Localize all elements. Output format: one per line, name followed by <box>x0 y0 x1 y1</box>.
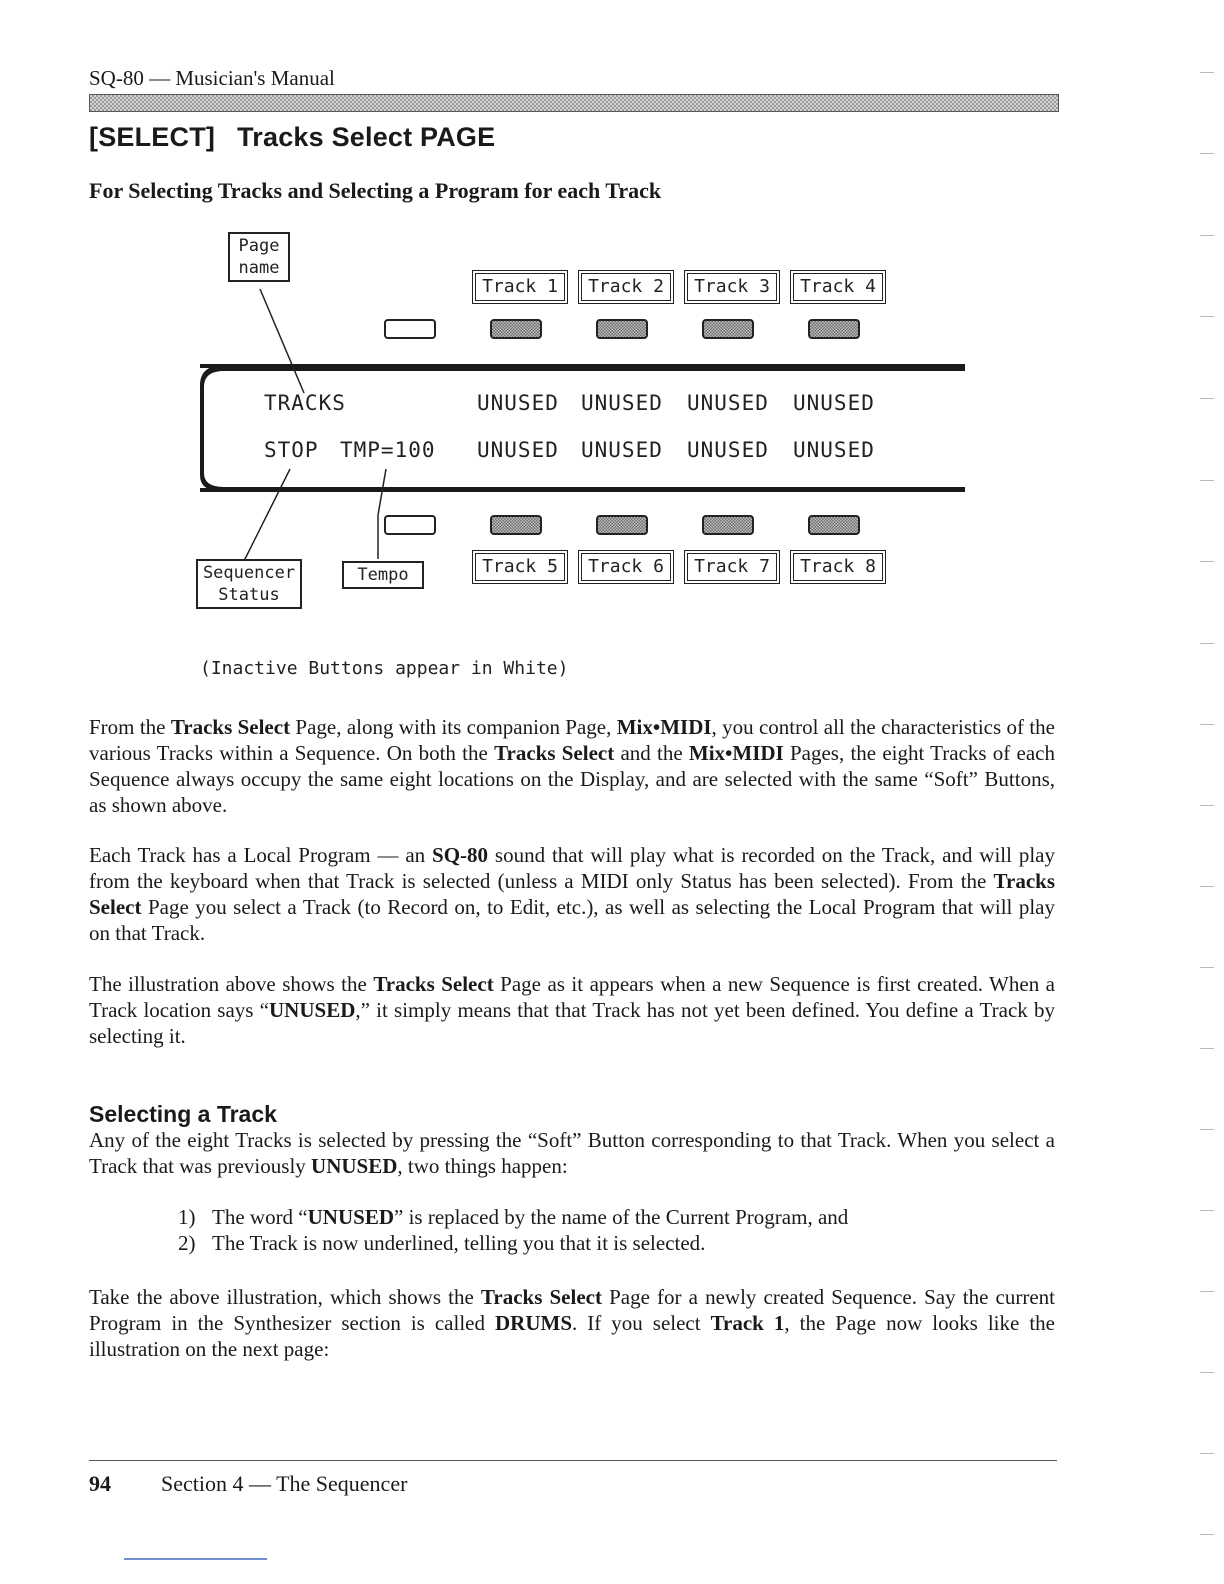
header-dither-bar <box>89 94 1059 112</box>
p4-text-1: Any of the eight Tracks is selected by pressing the “Soft” Button corresponding to that Track. When you select a Track that was previously <box>89 1128 1055 1178</box>
running-head: SQ-80 — Musician's Manual <box>89 66 335 90</box>
sequencer-status-line1: Sequencer <box>202 563 296 583</box>
p1-bold-3: Tracks Select <box>494 741 615 765</box>
page-name-line1: Page <box>238 236 280 256</box>
page-name-leader <box>260 289 304 393</box>
p1-text-1: From the <box>89 715 171 739</box>
list-bold: UNUSED <box>307 1205 394 1229</box>
list-text: The Track is now underlined, telling you that it is selected. <box>212 1231 706 1255</box>
soft-button-track-1[interactable] <box>490 319 542 339</box>
display-bottom-edge <box>200 488 965 492</box>
list-text: ” is replaced by the name of the Current Program, and <box>394 1205 849 1229</box>
page-key: [SELECT] <box>89 122 216 152</box>
scan-edge-mark <box>1200 1534 1214 1535</box>
sequencer-status-line2: Status <box>218 585 280 605</box>
list-number: 2) <box>178 1231 196 1255</box>
display-track-6: UNUSED <box>581 438 663 462</box>
paragraph-2 <box>89 842 1055 946</box>
paragraph-1 <box>89 714 1055 818</box>
scan-edge-mark <box>1200 398 1214 399</box>
p3-bold-1: Tracks Select <box>373 972 494 996</box>
p1-bold-1: Tracks Select <box>170 715 291 739</box>
p2-text-1: Each Track has a Local Program — an <box>89 843 433 867</box>
p2-bold-1: SQ-80 <box>432 843 489 867</box>
p3-text-3: ,” it simply means that that Track has not yet been defined. You define a Track by selecting it. <box>89 998 1055 1048</box>
display-track-1: UNUSED <box>477 391 559 415</box>
paragraph-4 <box>89 1127 1055 1179</box>
display-page-name: TRACKS <box>264 391 346 415</box>
p1-text-3: , you control all the characteristics of the various Tracks within a Sequence. On both the <box>89 715 1055 765</box>
scan-edge-mark <box>1200 561 1214 562</box>
page-title <box>89 122 495 153</box>
scan-edge-mark <box>1200 967 1214 968</box>
page-title-text: Tracks Select PAGE <box>237 122 496 152</box>
display-track-2: UNUSED <box>581 391 663 415</box>
track-6-label: Track 6 <box>581 553 671 581</box>
scan-edge-mark <box>1200 886 1214 887</box>
list-item <box>178 1231 705 1256</box>
scan-edge-mark <box>1200 1453 1214 1454</box>
page-number: 94 <box>89 1471 111 1496</box>
p5-bold-3: Track 1 <box>710 1311 785 1335</box>
list-item <box>178 1205 848 1230</box>
p5-text-1: Take the above illustration, which shows the <box>89 1285 481 1309</box>
scan-edge-mark <box>1200 1210 1214 1211</box>
scan-edge-mark <box>1200 1372 1214 1373</box>
display-track-7: UNUSED <box>687 438 769 462</box>
track-8-label: Track 8 <box>793 553 883 581</box>
p1-text-4: and the <box>614 741 689 765</box>
sequencer-status-label <box>196 559 302 609</box>
p3-text-1: The illustration above shows the <box>89 972 374 996</box>
scan-edge-mark <box>1200 235 1214 236</box>
soft-button-track-2[interactable] <box>596 319 648 339</box>
display-track-4: UNUSED <box>793 391 875 415</box>
p2-text-2: sound that will play what is recorded on the Track, and will play from the keyboard when that Track is selected (unless a MIDI only Status has been selected). From the <box>89 843 1055 893</box>
paragraph-5 <box>89 1284 1055 1362</box>
scan-edge-mark <box>1200 1129 1214 1130</box>
soft-button-track-4[interactable] <box>808 319 860 339</box>
display-top-edge <box>200 364 965 368</box>
list-number: 1) <box>178 1205 196 1229</box>
tempo-label: Tempo <box>342 561 424 589</box>
soft-button-track-7[interactable] <box>702 515 754 535</box>
section-heading-selecting-a-track: Selecting a Track <box>89 1101 277 1127</box>
page-subtitle: For Selecting Tracks and Selecting a Program for each Track <box>89 178 662 203</box>
list-text: The word “ <box>212 1205 308 1229</box>
display-track-8: UNUSED <box>793 438 875 462</box>
track-5-label: Track 5 <box>475 553 565 581</box>
p1-text-5: Pages, the eight Tracks of each Sequence always occupy the same eight locations on the Display, and are selected with the same “Soft” Buttons, as shown above. <box>89 741 1055 817</box>
scan-blue-mark <box>124 1558 267 1560</box>
soft-button-track-3[interactable] <box>702 319 754 339</box>
p3-bold-2: UNUSED <box>269 998 356 1022</box>
tracks-select-diagram <box>180 225 980 695</box>
p1-text-2: Page, along with its companion Page, <box>290 715 617 739</box>
scan-edge-mark <box>1200 72 1214 73</box>
soft-button-track-5[interactable] <box>490 515 542 535</box>
p1-bold-4: Mix•MIDI <box>688 741 784 765</box>
p4-bold-1: UNUSED <box>311 1154 398 1178</box>
soft-button-bottom-inactive[interactable] <box>384 515 436 535</box>
scan-edge-mark <box>1200 480 1214 481</box>
p5-bold-1: Tracks Select <box>480 1285 602 1309</box>
scan-edge-mark <box>1200 316 1214 317</box>
display-sequencer-status: STOP <box>264 438 319 462</box>
scan-edge-mark <box>1200 643 1214 644</box>
track-1-label: Track 1 <box>475 273 565 301</box>
scan-edge-mark <box>1200 805 1214 806</box>
scan-edge-mark <box>1200 153 1214 154</box>
p2-text-3: Page you select a Track (to Record on, to Edit, etc.), as well as selecting the Local Program that will play on that Track. <box>89 895 1055 945</box>
scan-edge-mark <box>1200 1048 1214 1049</box>
scan-edge-mark <box>1200 724 1214 725</box>
soft-button-top-inactive[interactable] <box>384 319 436 339</box>
soft-button-track-6[interactable] <box>596 515 648 535</box>
display-track-3: UNUSED <box>687 391 769 415</box>
p3-text-2: Page as it appears when a new Sequence is first created. When a Track location says “ <box>89 972 1055 1022</box>
p2-bold-2: Tracks Select <box>89 869 1055 919</box>
diagram-caption: (Inactive Buttons appear in White) <box>200 658 569 679</box>
track-3-label: Track 3 <box>687 273 777 301</box>
paragraph-3 <box>89 971 1055 1049</box>
track-2-label: Track 2 <box>581 273 671 301</box>
display-tempo: TMP=100 <box>340 438 436 462</box>
p5-bold-2: DRUMS <box>495 1311 572 1335</box>
p4-text-2: , two things happen: <box>397 1154 568 1178</box>
footer-rule <box>89 1460 1057 1461</box>
status-leader <box>244 469 290 561</box>
display-frame <box>200 365 965 491</box>
page-name-label <box>228 232 290 282</box>
footer-section: Section 4 — The Sequencer <box>161 1471 408 1496</box>
track-7-label: Track 7 <box>687 553 777 581</box>
scan-edge-mark <box>1200 1291 1214 1292</box>
track-4-label: Track 4 <box>793 273 883 301</box>
p5-text-3: . If you select <box>572 1311 711 1335</box>
p5-text-2: Page for a newly created Sequence. Say the current Program in the Synthesizer section is called <box>89 1285 1055 1335</box>
p5-text-4: , the Page now looks like the illustration on the next page: <box>89 1311 1055 1361</box>
page-name-line2: name <box>238 258 280 278</box>
display-track-5: UNUSED <box>477 438 559 462</box>
soft-button-track-8[interactable] <box>808 515 860 535</box>
p1-bold-2: Mix•MIDI <box>616 715 712 739</box>
